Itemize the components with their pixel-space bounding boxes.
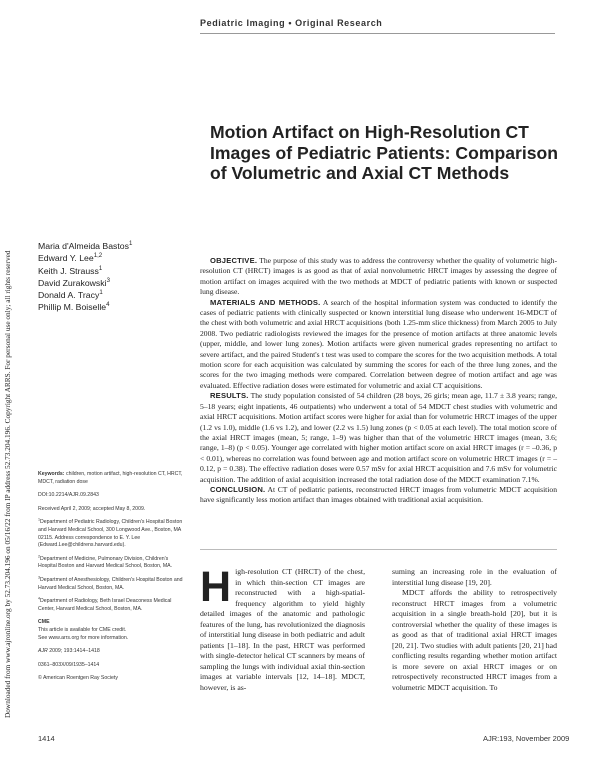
- received-date: Received April 2, 2009; accepted May 8, 2009.: [38, 505, 146, 512]
- abstract-methods: MATERIALS AND METHODS. A search of the hospital information system was conducted to identify the cases of pediatric patients with clinically suspected or known interstitial lung disease who underwent 16-MDCT of the chest with both volumetric and axial HRCT acquisitions (both 1.25-mm slice thickness) from March 2005 to July 2008. Two pediatric radiologists reviewed the images for the presence of motion artifacts at three anatomic levels (upper, middle, and lower lung zones). Motion artifacts were given numerical grades representing no artifact to severe artifact, and the paired Student's t test was used to compare the scores for the two acquisition methods. A total motion score for each acquisition was calculated by summing the scores for each of the three lung zones, and the scores for the two imaging methods were compared. Correlation between degree of motion artifact and age was evaluated. Effective radiation doses were estimated for volumetric and axial CT acquisitions.: [200, 297, 557, 390]
- abstract-conclusion: CONCLUSION. At CT of pediatric patients, reconstructed HRCT images from volumetric MDCT acquisition have significantly less motion artifact than images obtained with traditional axial acquisition.: [200, 484, 557, 505]
- author: David Zurakowski$^3$: [38, 277, 110, 288]
- body-column-1: [200, 563, 365, 694]
- body-paragraph: MDCT affords the ability to retrospectively reconstruct HRCT images from a volumetric acquisition in a single breath-hold [20], but it is controversial whether the quality of these images is as good as that of traditional axial HRCT images [20, 21]. Two studies with adult patients [20, 21] had conflicting results regarding whether motion artifact is more severe on axial HRCT images or on retrospectively reconstructed HRCT images from a volumetric MDCT acquisition. To: [392, 588, 557, 693]
- issn: 0361–803X/09/1935–1414: [38, 661, 100, 668]
- author: Phillip M. Boiselle$^4$: [38, 301, 110, 313]
- affiliation: $^2$Department of Medicine, Pulmonary Division, Children's Hospital Boston and Harvard Medical School, Boston, MA.: [38, 554, 173, 570]
- copyright: © American Roentgen Ray Society: [38, 675, 118, 682]
- affiliation: $^4$Department of Radiology, Beth Israel Deaconess Medical Center, Harvard Medical School, Boston, MA.: [38, 596, 172, 612]
- abstract-results: RESULTS. The study population consisted of 54 children (28 boys, 26 girls; mean age, 11.7 ± 3.8 years; range, 5–18 years; eight inpatients, 46 outpatients) who underwent a total of 54 MDCT chest studies with volumetric and axial HRCT acquisitions. Motion artifact scores were higher for axial than for volumetric HRCT images of the upper (1.2 vs 1.0), middle (1.6 vs 1.2), and lower (2.2 vs 1.5) lung zones (p < 0.05 at each level). The total motion score of the axial HRCT images (mean, 5; range, 1–9) was higher than that of the volumetric HRCT images (mean, 3.6; range, 1–8) (p < 0.05). Younger age correlated with higher motion artifact score on axial HRCT images (r = –0.36, p < 0.01), whereas no correlation was found between age and motion artifact score on volumetric HRCT images (r = –0.12, p = 0.38). The effective radiation doses were 0.57 mSv for axial HRCT acquisition and 7.6 mSv for volumetric acquisition. The addition of axial acquisition increased the total radiation dose of the MDCT examination 7.1%.: [200, 391, 557, 484]
- cme-note: CME This article is available for CME credit. See www.arrs.org for more information.: [38, 619, 129, 641]
- author: Edward Y. Lee$^{1,2}$: [38, 252, 103, 264]
- affiliation: $^1$Department of Pediatric Radiology, Children's Hospital Boston and Harvard Medical School, 300 Longwood Ave., Boston, MA 02115. Address correspondence to E. Y. Lee (Edward.Lee@childrens.harvard.edu).: [38, 517, 183, 549]
- page-number: 1414: [38, 734, 55, 743]
- doi: DOI:10.2214/AJR.09.2843: [38, 492, 99, 499]
- intro-paragraph: High-resolution CT (HRCT) of the chest, in which thin-section CT images are reconstructed with a high-spatial-frequency algorithm to yield highly detailed images of the anatomic and pathologic features of the lung, has revolutionized the diagnosis of interstitial lung disease in both pediatric and adult patients [1–18]. In the past, HRCT was performed with single-detector helical CT scanners by means of sampling the lungs with individual axial thin-section images at variable intervals [12, 14–18]. MDCT, however, is as-: [200, 563, 365, 693]
- author-list: [38, 240, 188, 314]
- citation: AJR 2009; 193:1414–1418: [38, 648, 100, 655]
- header-rule: [200, 33, 555, 34]
- journal-footer: AJR:193, November 2009: [483, 734, 570, 743]
- author: Keith J. Strauss$^1$: [38, 264, 103, 276]
- section-header: Pediatric Imaging • Original Research: [200, 18, 383, 28]
- author: Donald A. Tracy$^1$: [38, 289, 103, 301]
- body-paragraph: suming an increasing role in the evaluation of interstitial lung disease [19, 20].: [392, 567, 557, 587]
- drop-cap: H: [200, 563, 232, 611]
- abstract-divider: [200, 549, 557, 550]
- abstract: [200, 256, 557, 506]
- body-column-2: [392, 567, 557, 694]
- article-metadata: [38, 471, 188, 689]
- affiliation: $^3$Department of Anesthesiology, Children's Hospital Boston and Harvard Medical School, Boston, MA.: [38, 575, 183, 591]
- abstract-objective: OBJECTIVE. The purpose of this study was to address the controversy whether the quality of volumetric high-resolution CT (HRCT) images is as good as that of axial nonvolumetric HRCT images by assessing the degree of motion artifact on images acquired with the two methods at MDCT of pediatric patients with known or suspected lung disease.: [200, 256, 557, 297]
- keywords: Keywords: children, motion artifact, high-resolution CT, HRCT, MDCT, radiation dose: [38, 471, 183, 485]
- article-title: Motion Artifact on High-Resolution CT Images of Pediatric Patients: Comparison of Volumetric and Axial CT Methods: [210, 122, 559, 183]
- author: Maria d'Almeida Bastos$^1$: [38, 240, 133, 251]
- download-notice: Downloaded from www.ajronline.org by 52.73.204.196 on 05/16/22 from IP address 52.73.204.196. Copyright ARRS. For personal use only; all rights reserved: [3, 250, 12, 718]
